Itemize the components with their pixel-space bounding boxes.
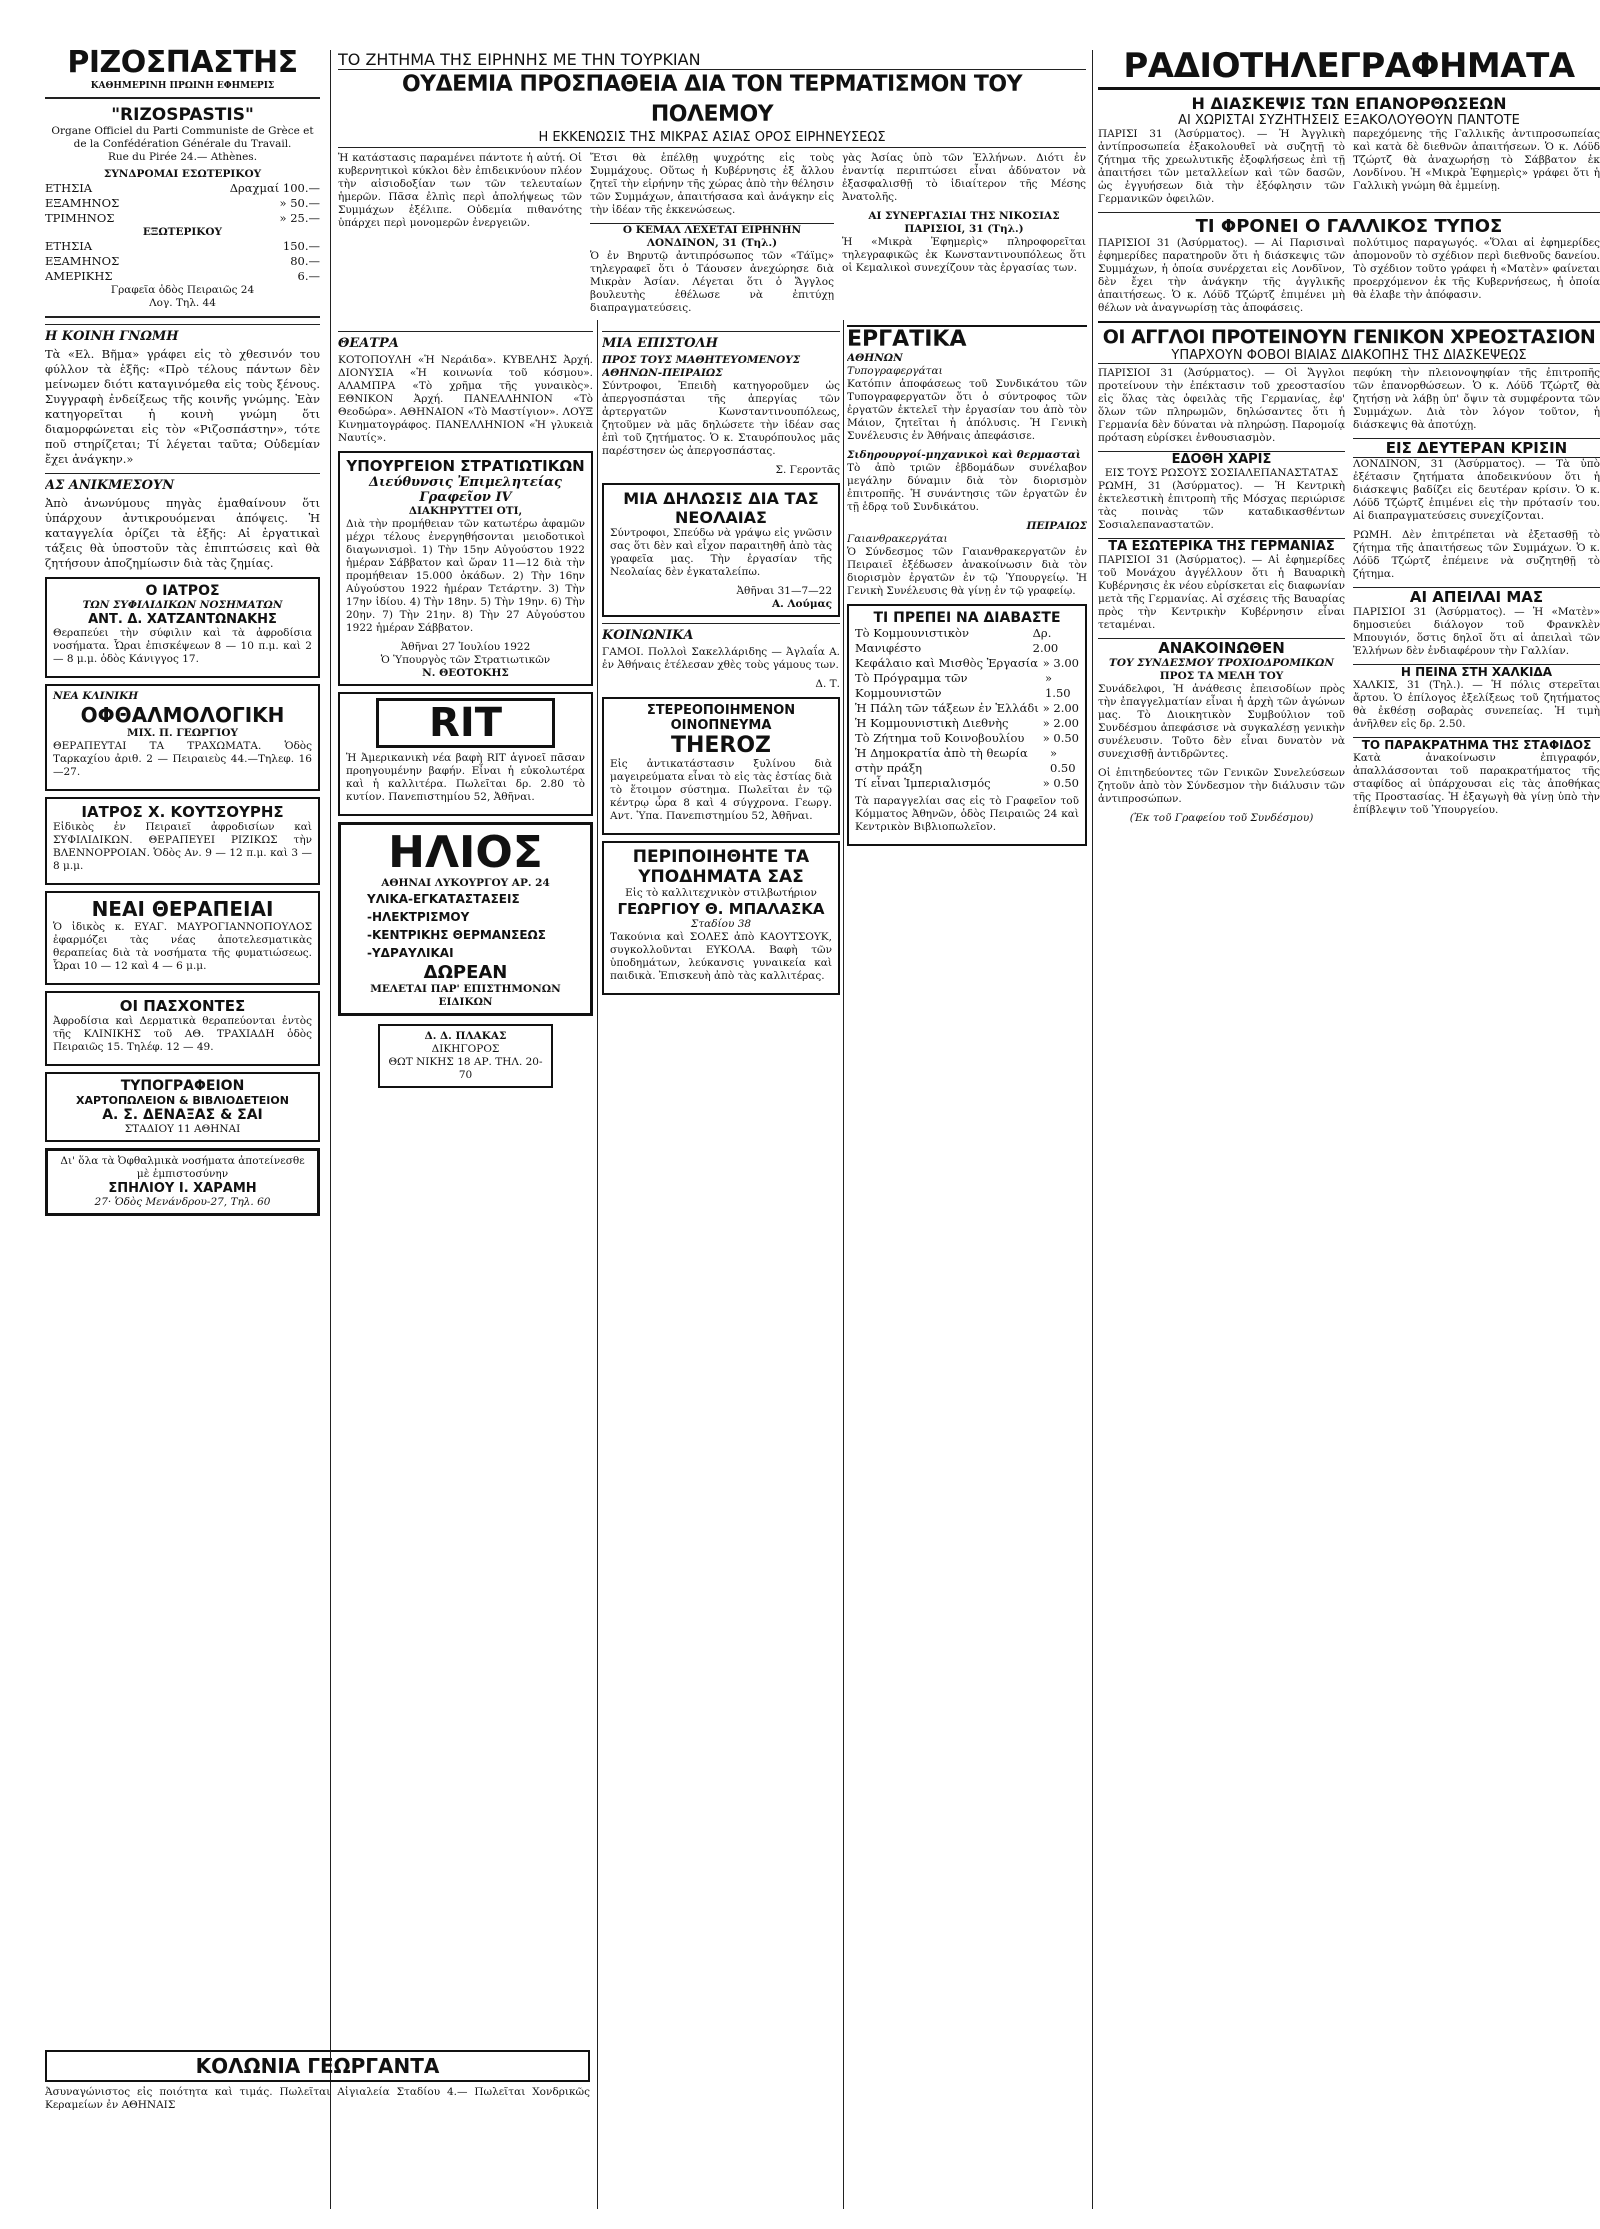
lead-kicker: ΤΟ ΖΗΤΗΜΑ ΤΗΣ ΕΙΡΗΝΗΣ ΜΕ ΤΗΝ ΤΟΥΡΚΙΑΝ xyxy=(338,50,1086,70)
ad-footer: ΜΕΛΕΤΑΙ ΠΑΡ' ΕΠΙΣΤΗΜΟΝΩΝ ΕΙΔΙΚΩΝ xyxy=(370,983,561,1008)
subhead: Σιδηρουργοί-μηχανικοὶ καὶ θερμασταὶ xyxy=(847,449,1081,461)
ad-therapies xyxy=(45,891,320,985)
subscription-row: ΕΞΑΜΗΝΟΣ » 50.— xyxy=(45,196,320,210)
subhead: Ο ΚΕΜΑΛ ΛΕΧΕΤΑΙ ΕΙΡΗΝΗΝ xyxy=(590,223,834,237)
ad-text: Ἀσυναγώνιστος εἰς ποιότητα καὶ τιμάς. Πωλεῖται Αἰγιαλεία Σταδίου 4.— Πωλεῖται Χονδρικῶς Κεραμείων ἐν ΑΘΗΝΑΙΣ xyxy=(45,2086,590,2111)
signature: Δ. Τ. xyxy=(815,678,840,690)
article-text: Τὸ ἀπὸ τριῶν ἐβδομάδων συνέλαβον μεγάλην δύναμιν διὰ τὸν διορισμὸν ἐπιτροπῆς. Ἡ συνάντησις τῶν ἐργατῶν ἐν τῇ ἑδρᾳ τοῦ Συνδικάτου. xyxy=(847,462,1087,513)
ad-name: ΜΙΧ. Π. ΓΕΩΡΓΙΟΥ xyxy=(127,727,238,739)
subscriptions-ext-title: ΕΞΩΤΕΡΙΚΟΥ xyxy=(142,226,223,238)
article-text: ΛΟΝΔΙΝΟΝ, 31 (Ἀσύρματος). — Τὰ ὑπὸ ἐξέτασιν ζητήματα ἀποδεικνύουν ὅτι ἡ διάσκεψις βαδίζει εἰς δευτέραν κρίσιν. Ὁ κ. Λόϋδ Τζώρτζ ἐπιμένει εἰς τὴν πρότασίν του. Αἱ διαπραγματεύσεις συνεχίζονται. xyxy=(1353,458,1600,522)
subheadline: ΥΠΑΡΧΟΥΝ ΦΟΒΟΙ ΒΙΑΙΑΣ ΔΙΑΚΟΠΗΣ ΤΗΣ ΔΙΑΣΚΕΨΕΩΣ xyxy=(1098,348,1600,364)
ad-heading: ΝΕΑ ΚΛΙΝΙΚΗ xyxy=(53,690,139,702)
article-text: ΠΑΡΙΣΙ 31 (Ἀσύρματος). — Ἡ Ἀγγλικὴ ἀντίπροσωπεία ἐξακολουθεῖ νὰ συζητῇ τὸ ζήτημα τῆς χρεωλυτικῆς ἐξοφλήσεως ἐπὶ τῇ ἀπαιτήσει τῶν μεταλλείων καὶ τῶν δασῶν, ὡς ἐγγυήσεων διὰ τὴν ἐξόφλησιν τῶν Γερμανικῶν ὀφειλῶν. xyxy=(1098,128,1345,205)
article-text: Ὁ ἐν Βηρυτῷ ἀντιπρόσωπος τῶν «Τάϊμς» τηλεγραφεῖ ὅτι ὁ Τάουσεν ἀνεχώρησε διὰ Μικρὰν Ἀσίαν. Λέγεται ὅτι ὁ Ἄγγλος βουλευτὴς ἐθέλωσε νὰ ἐπιτύχῃ διαπραγματεύσεις. xyxy=(590,250,834,314)
ad-text: Ἀφροδίσια καὶ Δερματικὰ θεραπεύονται ἐντὸς τῆς ΚΛΙΝΙΚΗΣ τοῦ ΑΘ. ΤΡΑΧΙΑΔΗ ὁδὸς Πειραιῶς 15. Τηλέφ. 12 — 49. xyxy=(53,1015,312,1053)
ad-heading: ΟΙ ΠΑΣΧΟΝΤΕΣ xyxy=(119,997,246,1015)
ministry-notice xyxy=(338,451,593,686)
box-footer: Τὰ παραγγελίαι σας εἰς τὸ Γραφεῖον τοῦ Κόμματος Ἀθηνῶν, ὁδὸς Πειραιῶς 24 καὶ Κεντρικὸν Βιβλιοπωλεῖον. xyxy=(855,795,1079,833)
ad-subheading: ΤΩΝ ΣΥΦΙΛΙΔΙΚΩΝ ΝΟΣΗΜΑΤΩΝ xyxy=(82,599,283,611)
youth-declaration xyxy=(602,483,840,617)
headline: ΕΔΟΘΗ ΧΑΡΙΣ xyxy=(1098,451,1345,467)
subhead: ΑΙ ΣΥΝΕΡΓΑΣΙΑΙ ΤΗΣ ΝΙΚΟΣΙΑΣ xyxy=(868,210,1060,222)
section-heading: ΜΙΑ ΕΠΙΣΤΟΛΗ xyxy=(602,331,840,351)
subscription-row: ΕΞΑΜΗΝΟΣ 80.— xyxy=(45,254,320,268)
ad-name: Δ. Δ. ΠΛΑΚΑΣ xyxy=(424,1030,507,1042)
banner-heading: ΡΑΔΙΟΤΗΛΕΓΡΑΦΗΜΑΤΑ xyxy=(1098,45,1600,90)
subheadline: ΠΡΟΣ ΤΑ ΜΕΛΗ ΤΟΥ xyxy=(1159,670,1284,682)
headline: ΤΟ ΠΑΡΑΚΡΑΤΗΜΑ ΤΗΣ ΣΤΑΦΙΔΟΣ xyxy=(1353,737,1600,752)
lead-subhead: Η ΕΚΚΕΝΩΣΙΣ ΤΗΣ ΜΙΚΡΑΣ ΑΣΙΑΣ ΟΡΟΣ ΕΙΡΗΝΕΥΣΕΩΣ xyxy=(338,130,1086,148)
subscription-row: ΕΤΗΣΙΑ Δραχμαί 100.— xyxy=(45,181,320,195)
article-text: Ἡ κατάστασις παραμένει πάντοτε ἡ αὐτή. Οἱ κυβερνητικοὶ κύκλοι δὲν ἐπιδεικνύουν πλέον τὴν αἰσιοδοξίαν των τῶν τελευταίων ἡμερῶν. Πᾶσα ἐλπὶς περὶ ἀπολήψεως τῶν Συμμάχων ἐξέλιπε. Οὐδεμία πιθανότης ὑπάρχει περὶ μονομερῶν ἐνεργειῶν. xyxy=(338,152,582,229)
ad-clinic xyxy=(45,684,320,791)
ad-text: Δι' ὅλα τὰ Ὀφθαλμικὰ νοσήματα ἀποτείνεσθε μὲ ἐμπιστοσύνην xyxy=(60,1155,305,1180)
signature: Σ. Γεροντᾶς xyxy=(775,464,840,476)
masthead-title: ΡΙΖΟΣΠΑΣΤΗΣ xyxy=(67,45,298,80)
masthead-latin: "RIZOSPASTIS" xyxy=(111,105,254,125)
article-text: Σύντροφοι, Ἐπειδὴ κατηγοροῦμεν ὡς ἀπεργοσπάσται τῆς ἀπεργίας τῶν ἀρτεργατῶν Κωνσταντινουπόλεως, ζητοῦμεν νὰ μᾶς δηλώσετε τὴν ἰδέαν σας ἐπὶ τοῦ ζητήματος. Ὁ κ. Σταυρόπουλος μᾶς παρέστησεν ὡς ἀπεργοσπάστας. xyxy=(602,380,840,457)
article-text: Κατόπιν ἀποφάσεως τοῦ Συνδικάτου τῶν Τυπογραφεργατῶν ὅτι ὁ σύντροφος τῶν ἐργατῶν ἐκτελεῖ τὴν ἐργασίαν του ἀπὸ τὸν Μάιον, ζητεῖται ἡ ἀπόλυσις. Ἡ Γενικὴ Συνέλευσις ἐν Ἀθήναις ἀπεφάσισε. xyxy=(847,378,1087,442)
headline: ΕΙΣ ΔΕΥΤΕΡΑΝ ΚΡΙΣΙΝ xyxy=(1353,438,1600,458)
reading-list xyxy=(847,604,1087,846)
ad-optical xyxy=(45,1148,320,1216)
ad-name: ΑΝΤ. Δ. ΧΑΤΖΑΝΤΩΝΑΚΗΣ xyxy=(88,612,277,627)
ad-name: ΓΕΩΡΓΙΟΥ Θ. ΜΠΑΛΑΣΚΑ xyxy=(617,900,825,918)
column-5 xyxy=(1098,45,1600,2209)
ad-doctor xyxy=(45,577,320,678)
box-heading: ΤΙ ΠΡΕΠΕΙ ΝΑ ΔΙΑΒΑΣΤΕ xyxy=(873,610,1061,626)
notice-signoff-title: Ὁ Ὑπουργὸς τῶν Στρατιωτικῶν xyxy=(380,654,551,666)
ad-line: -ΗΛΕΚΤΡΙΣΜΟΥ xyxy=(367,910,470,924)
ad-brand: ΗΛΙΟΣ xyxy=(388,827,543,878)
column-3 xyxy=(602,325,840,2209)
article-text: ΠΑΡΙΣΙΟΙ 31 (Ἀσύρματος). — Ἡ «Ματὲν» δημοσιεύει διάλογον τοῦ Φρανκλὲν Μπουγιόν, ὅστις δηλοῖ ὅτι αἱ ἀπειλαὶ τῶν Ἑλλήνων δὲν ἐνδιαφέρουν τὴν Γαλλίαν. xyxy=(1353,606,1600,657)
ad-heading: ΙΑΤΡΟΣ Χ. ΚΟΥΤΣΟΥΡΗΣ xyxy=(81,803,284,821)
ad-heading: ΝΕΑΙ ΘΕΡΑΠΕΙΑΙ xyxy=(91,897,274,921)
headline: ΑΙ ΑΠΕΙΛΑΙ ΜΑΣ xyxy=(1353,587,1600,606)
ad-text: Ὁ ἰδικὸς κ. ΕΥΑΓ. ΜΑΥΡΟΓΙΑΝΝΟΠΟΥΛΟΣ ἐφαρμόζει τὰς νέας ἀποτελεσματικὰς θεραπείας διὰ τὰ νοσήματα τῆς φυματιώσεως. Ὧραι 10 — 12 καὶ 4 — 6 μ.μ. xyxy=(53,921,312,972)
article-text: Ὁ Σύνδεσμος τῶν Γαιανθρακεργατῶν ἐν Πειραιεῖ ἐξέδωσεν ἀνακοίνωσιν διὰ τὸν διορισμὸν ἐργατῶν ἐν τῷ Ὑπουργείῳ. Ἡ Γενικὴ Συνέλευσις θὰ γίνῃ ἐν τῷ γραφείῳ. xyxy=(847,546,1087,597)
list-item: Κεφάλαιο καὶ Μισθὸς Ἐργασία » 3.00 xyxy=(855,656,1079,670)
headline: ΟΙ ΑΓΓΛΟΙ ΠΡΟΤΕΙΝΟΥΝ ΓΕΝΙΚΟΝ ΧΡΕΟΣΤΑΣΙΟΝ xyxy=(1098,321,1600,348)
ad-line: ΥΛΙΚΑ-ΕΓΚΑΤΑΣΤΑΣΕΙΣ xyxy=(367,892,520,906)
ad-koutsouris xyxy=(45,797,320,885)
box-text: Σύντροφοι, Σπεύδω νὰ γράψω εἰς γνῶσιν σας ὅτι δὲν καὶ εἶχον παραιτηθῆ ἀπὸ τὰς γραφεῖα μας. Τὴν ἐργασίαν τῆς Νεολαίας δὲν ἐγκαταλείπω. xyxy=(610,527,832,578)
ad-name: ΣΠΗΛΙΟΥ Ι. ΧΑΡΑΜΗ xyxy=(108,1181,257,1196)
article-text: Οἱ ἐπιτηδεύοντες τῶν Γενικῶν Συνελεύσεων ζητοῦν ἀπὸ τὸν Σύνδεσμον τὴν διάλυσιν τῶν ἀντιπροσώπων. xyxy=(1098,767,1345,805)
article-text: ΧΑΛΚΙΣ, 31 (Τηλ.). — Ἡ πόλις στερεῖται ἄρτου. Ὁ ἐπίλογος ἐξελίξεως τοῦ ζητήματος θὰ ἐκθέσῃ σοβαρὰς συνεπείας. Ἡ τιμὴ ἀνῆλθεν εἰς δρ. 2.50. xyxy=(1353,679,1600,730)
ad-text: Θεραπεύει τὴν σύφιλιν καὶ τὰ ἀφροδίσια νοσήματα. Ὧραι ἐπισκέψεων 8 — 10 π.μ. καὶ 2 — 8 μ.μ. ὁδὸς Κάνιγγος 17. xyxy=(53,627,312,665)
notice-signoff-name: Ν. ΘΕΟΤΟΚΗΣ xyxy=(422,667,509,679)
ad-line: -ΥΔΡΑΥΛΙΚΑΙ xyxy=(367,946,454,960)
column-rule xyxy=(597,320,598,2209)
subheadline: ΤΟΥ ΣΥΝΔΕΣΜΟΥ ΤΡΟΧΙΟΔΡΟΜΙΚΩΝ xyxy=(1109,657,1334,669)
section-heading: ΘΕΑΤΡΑ xyxy=(338,331,593,351)
notice-heading: ΥΠΟΥΡΓΕΙΟΝ ΣΤΡΑΤΙΩΤΙΚΩΝ xyxy=(346,457,585,475)
ad-address: ΣΤΑΔΙΟΥ 11 ΑΘΗΝΑΙ xyxy=(124,1123,241,1135)
article-text: Ἀπὸ ἀνωνύμους πηγὰς ἐμαθαίνουν ὅτι ὑπάρχουν ἀντικρουόμεναι ἀπόψεις. Ἡ καταγγελία ὁρίζει τὰ ἑξῆς: Αἱ ἐργατικαὶ τάξεις θὰ ὑποστοῦν τὰς ἐπιπτώσεις καὶ θὰ ζητήσουν ἀποζημίωσιν διὰ τὰς ζημίας. xyxy=(45,496,320,570)
list-item: Τὸ Κομμουνιστικὸν Μανιφέστο Δρ. 2.00 xyxy=(855,626,1059,655)
masthead-phone: Λογ. Τηλ. 44 xyxy=(149,297,216,309)
notice-announce: ΔΙΑΚΗΡΥΤΤΕΙ ΟΤΙ, xyxy=(408,505,523,517)
masthead-organ: Organe Officiel du Parti Communiste de Grèce et de la Confédération Générale du Travail. xyxy=(51,125,314,150)
list-item: Τὸ Πρόγραμμα τῶν Κομμουνιστῶν » 1.50 xyxy=(855,671,1071,700)
ad-lawyer xyxy=(378,1024,553,1088)
article-text: ΓΑΜΟΙ. Πολλοὶ Σακελλάριδης — Ἀγλαΐα Α. ἐν Ἀθήναις ἐτέλεσαν χθὲς τοὺς γάμους των. xyxy=(602,646,840,671)
subheadline: ΑΙ ΧΩΡΙΣΤΑΙ ΣΥΖΗΤΗΣΕΙΣ ΕΞΑΚΟΛΟΥΘΟΥΝ ΠΑΝΤΟΤΕ xyxy=(1178,113,1520,128)
article-text: Συνάδελφοι, Ἡ ἀνάθεσις ἐπεισοδίων πρὸς τὴν ἐπαγγελματίαν εἶναι ἡ ἀρχὴ τῶν ἀγώνων μας. Τὸ Διοικητικὸν Συμβούλιον τοῦ Συνδέσμου ἀπεφάσισε νὰ συγκαλέσῃ γενικὴν συνέλευσιν. Τοῦτο δὲν εἶναι δυνατὸν νὰ συνεχισθῇ ἀντιδρῶντες. xyxy=(1098,683,1345,760)
column-1 xyxy=(45,45,320,2209)
subhead: ΑΘΗΝΩΝ xyxy=(847,352,903,364)
ad-name: Α. Σ. ΔΕΝΑΞΑΣ & ΣΑΙ xyxy=(102,1107,263,1123)
column-rule xyxy=(1092,50,1093,2209)
ad-sufferers xyxy=(45,991,320,1066)
headline: Η ΔΙΑΣΚΕΨΙΣ ΤΩΝ ΕΠΑΝΟΡΘΩΣΕΩΝ xyxy=(1191,94,1507,113)
ad-line: -ΚΕΝΤΡΙΚΗΣ ΘΕΡΜΑΝΣΕΩΣ xyxy=(367,928,546,942)
lead-article xyxy=(338,50,1086,320)
section-heading: ΑΣ ΑΝΙΚΜΕΣΟΥΝ xyxy=(45,473,320,493)
ad-text: Εἰς ἀντικατάστασιν ξυλίνου διὰ μαγειρεύματα εἶναι τὸ εἰς τὰς ἐστίας διὰ τὸ ἕτοιμον σύστημα. Πωλεῖται ἐν τῷ κέντρῳ ὧρα 8 καὶ 4 σύγχρονα. Γεωργ. Αντ. Ὑπα. Πανεπιστημίου 52, Ἀθῆναι. xyxy=(610,758,832,822)
masthead-office: Γραφεῖα ὁδὸς Πειραιῶς 24 xyxy=(110,284,255,296)
ad-text: ΘΕΡΑΠΕΥΤΑΙ ΤΑ ΤΡΑΧΩΜΑΤΑ. Ὁδὸς Ταρκαχίου ἀριθ. 2 — Πειραιεὺς 44.—Τηλεφ. 16—27. xyxy=(53,740,312,778)
article-text: ΠΑΡΙΣΙΟΙ 31 (Ἀσύρματος). — Αἱ ἐφημερίδες τοῦ Μονάχου ἀγγέλλουν ὅτι ἡ Βαυαρικὴ Κυβέρνησις ἐκ νέου εὑρίσκεται εἰς διαφωνίαν μετὰ τῆς Γερμανίας. Αἱ σχέσεις τῆς Βαυαρίας πρὸς τὴν Κεντρικὴν Κυβέρνησιν εἶναι τεταμέναι. xyxy=(1098,554,1345,631)
ad-heading: ΚΟΛΩΝΙΑ ΓΕΩΡΓΑΝΤΑ xyxy=(45,2050,590,2082)
ad-shoes xyxy=(602,841,840,995)
ad-text: Εἰδικὸς ἐν Πειραιεῖ ἀφροδισίων καὶ ΣΥΦΙΛΙΔΙΚΩΝ. ΘΕΡΑΠΕΥΕΙ ΡΙΖΙΚΩΣ τὴν ΒΛΕΝΝΟΡΡΟΙΑΝ. Ὁδὸς Αν. 9 — 12 π.μ. καὶ 3 — 8 μ.μ. xyxy=(53,821,312,872)
masthead-address: Rue du Pirée 24.— Athènes. xyxy=(107,151,258,163)
ad-heading: ΣΤΕΡΕΟΠΟΙΗΜΕΝΟΝ ΟΙΝΟΠΝΕΥΜΑ xyxy=(646,703,796,733)
ad-role: ΔΙΚΗΓΟΡΟΣ xyxy=(431,1043,500,1055)
headline: ΑΝΑΚΟΙΝΩΘΕΝ xyxy=(1098,638,1345,657)
ad-address: Σταδίου 38 xyxy=(690,918,752,930)
article-text: Τὰ «Ελ. Βῆμα» γράφει εἰς τὸ χθεσινόν του φύλλον τὰ ἑξῆς: «Πρὸ τέλους πάντων δὲν μείνωμεν διότι καταγινόμεθα εἰς τοὺς ξένους. Συγγραφὴ ἐνδείξεως τῆς κοινῆς γνώμης. Ἐὰν κατηγορεῖται ἡ κοινὴ γνώμη ὅτι διαμορφώνεται εἰς τὸν «Ριζοσπάστην», τότε ποῦ στηρίζεται; Τί λέγεται ταῦτα; Οὐδεμίαν ἔχει ἀνάγκην.» xyxy=(45,347,320,466)
column-2 xyxy=(338,325,593,2209)
ad-free: ΔΩΡΕΑΝ xyxy=(423,962,508,983)
headline: ΤΙ ΦΡΟΝΕΙ Ο ΓΑΛΛΙΚΟΣ ΤΥΠΟΣ xyxy=(1098,212,1600,237)
ad-address: ΑΘΗΝΑΙ ΛΥΚΟΥΡΓΟΥ ΑΡ. 24 xyxy=(381,877,550,889)
section-heading: ΕΡΓΑΤΙΚΑ xyxy=(847,325,1087,352)
dateline: ΛΟΝΔΙΝΟΝ, 31 (Τηλ.) xyxy=(646,237,778,249)
subscription-row: ΤΡΙΜΗΝΟΣ » 25.— xyxy=(45,211,320,225)
ad-text: Τακούνια καὶ ΣΟΛΕΣ ἀπὸ ΚΑΟΥΤΣΟΥΚ, συγκολλοῦνται ΕΥΚΟΛΑ. Βαφὴ τῶν ὑποδημάτων, λεύκανσις γυναικεία καὶ παιδικὰ. Ἐπισκευὴ ἀπὸ τὰς καλλιτέρας. xyxy=(610,931,832,982)
ad-theroz xyxy=(602,697,840,835)
notice-date: Ἀθῆναι 27 Ἰουλίου 1922 xyxy=(400,641,531,653)
ad-heading: Ο ΙΑΤΡΟΣ xyxy=(145,583,220,599)
ad-address: ΘΩΤ ΝΙΚΗΣ 18 ΑΡ. ΤΗΛ. 20-70 xyxy=(388,1056,543,1081)
ad-title: ΟΦΘΑΛΜΟΛΟΓΙΚΗ xyxy=(80,703,285,727)
column-rule xyxy=(330,50,331,2209)
ad-rit xyxy=(338,692,593,816)
article-text: ΠΑΡΙΣΙΟΙ 31 (Ἀσύρματος). — Οἱ Ἄγγλοι προτείνουν τὴν ἐπέκτασιν τοῦ χρεοστασίου εἰς ὅλας τὰς ὀφειλὰς τῆς Γερμανίας, ἐφ' ὅλων τῶν πληρωμῶν, δηλώσαντες ὅτι ἡ Γερμανία δὲν δύναται νὰ πληρώσῃ. Παρομοίᾳ πρόταση εὑρίσκει ἐνθουσιασμὸν. xyxy=(1098,367,1345,444)
masthead xyxy=(45,45,320,318)
article-text: ΡΩΜΗ, 31 (Ἀσύρματος). — Ἡ Κεντρικὴ ἐκτελεστικὴ ἐπιτροπὴ τῆς Μόσχας περιώρισε τὰς ποινὰς τῶν καταδικασθέντων Σοσιαλεπαναστατῶν. xyxy=(1098,480,1345,531)
list-item: Ἡ Κομμουνιστικὴ Διεθνὴς » 2.00 xyxy=(855,716,1079,730)
column-rule xyxy=(843,320,844,2209)
subscription-row: ΕΤΗΣΙΑ 150.— xyxy=(45,239,320,253)
box-sign: Α. Λούμας xyxy=(771,598,832,610)
notice-dept: Διεύθυνσις Ἐπιμελητείας xyxy=(369,475,562,490)
subscription-row: ΑΜΕΡΙΚΗΣ 6.— xyxy=(45,269,320,283)
ad-title: ΧΑΡΤΟΠΩΛΕΙΟΝ & ΒΙΒΛΙΟΔΕΤΕΙΟΝ xyxy=(76,1094,289,1107)
column-4 xyxy=(847,325,1087,2209)
ad-brand: RIT xyxy=(376,698,555,748)
ad-heading: ΤΥΠΟΓΡΑΦΕΙΟΝ xyxy=(120,1078,245,1094)
article-text: πεφύκη τὴν πλειονοψηφίαν τῆς ἐπιτροπῆς τῶν ἐπανορθώσεων. Ὁ κ. Λόϋδ Τζώρτζ θὰ ζητήσῃ νὰ λάβῃ ὑπ' ὄψιν τὰ συμφέροντα τῶν Συμμάχων. Διὰ τὸν λόγον τοῦτον, ἡ διάσκεψις θὰ ἀποτύχῃ. xyxy=(1353,367,1600,431)
box-heading: ΜΙΑ ΔΗΛΩΣΙΣ ΔΙΑ ΤΑΣ ΝΕΟΛΑΙΑΣ xyxy=(623,489,819,527)
subhead: Τυπογραφεργάται xyxy=(847,365,943,377)
dateline: ΠΑΡΙΣΙΟΙ, 31 (Τηλ.) xyxy=(904,223,1024,235)
ad-address: 27· Ὁδὸς Μενάνδρου-27, Τηλ. 60 xyxy=(94,1196,271,1208)
box-date: Ἀθῆναι 31—7—22 xyxy=(736,585,832,597)
list-item: Ἡ Πάλη τῶν τάξεων ἐν Ἑλλάδι » 2.00 xyxy=(855,701,1079,715)
subheadline: ΕΙΣ ΤΟΥΣ ΡΩΣΟΥΣ ΣΟΣΙΑΛΕΠΑΝΑΣΤΑΤΑΣ xyxy=(1104,467,1339,479)
article-text: ΚΟΤΟΠΟΥΛΗ «Ἡ Νεράιδα». ΚΥΒΕΛΗΣ Ἀρχή. ΔΙΟΝΥΣΙΑ «Ἡ κοινωνία τοῦ κόσμου». ΑΛΑΜΠΡΑ «Τὸ χρῆμα τῆς γυναικὸς». ΕΘΝΙΚΟΝ Ἀρχή. ΠΑΝΕΛΛΗΝΙΟΝ «Τὸ Θεοδώρα». ΑΘΗΝΑΙΟΝ «Τὸ Μαστίγιον». ΛΟΥΞ Κινηματογράφος. ΠΑΝΕΛΛΗΝΙΟΝ «Ἡ γλυκειὰ Ναυτίς». xyxy=(338,354,593,444)
article-text: πολύτιμος παραγωγός. «Ὅλαι αἱ ἐφημερίδες ἀπομονοῦν τὸ σχέδιον περὶ διεθνοῦς δανείου. Τὸ σχέδιον τοῦτο γράφει ἡ «Ματὲν» φαίνεται προερχόμενον ἐκ τῆς Κυβερνήσεως, ἡ ὁποία θὰ ἐλαβε τὴν ἀπόφασιν. xyxy=(1353,237,1600,301)
ad-printshop xyxy=(45,1072,320,1142)
notice-office: Γραφεῖον IV xyxy=(419,490,512,505)
headline: ΤΑ ΕΣΩΤΕΡΙΚΑ ΤΗΣ ΓΕΡΜΑΝΙΑΣ xyxy=(1098,538,1345,554)
ad-helios xyxy=(338,822,593,1016)
article-text: Ἡ «Μικρὰ Ἐφημερὶς» πληροφορεῖται τηλεγραφικῶς ἐκ Κωνσταντινουπόλεως ὅτι οἱ Κεμαλικοὶ συνεχίζουν τὰς ἐργασίας των. xyxy=(842,236,1086,274)
section-heading: Η ΚΟΙΝΗ ΓΝΩΜΗ xyxy=(45,324,320,344)
notice-text: Διὰ τὴν προμήθειαν τῶν κατωτέρω ἀφαμῶν μέχρι τέλους ἐνεργηθήσονται μειοδοτικοὶ διαγωνισμοὶ. 1) Τὴν 15ην Αὐγούστου 1922 ἡμέραν Σάββατον καὶ ὥραν 11—12 διὰ τὴν προμήθειαν 15.000 ὀκάδων. 2) Τὴν 16ην Αὐγούστου 1922 ἡμέραν Τετάρτην. 3) Τὴν 17ην ἰδίου. 4) Τὴν 18ην. 5) Τὴν 19ην. 6) Τὴν 20ην. 7) Τὴν 21ην. 8) Τὴν 27 Αὐγούστου 1922 ἡμέραν Σάββατον. xyxy=(346,518,585,634)
signature: (Ἐκ τοῦ Γραφείου τοῦ Συνδέσμου) xyxy=(1129,812,1314,824)
subhead: ΠΕΙΡΑΙΩΣ xyxy=(1026,520,1087,532)
lead-headline: ΟΥΔΕΜΙΑ ΠΡΟΣΠΑΘΕΙΑ ΔΙΑ ΤΟΝ ΤΕΡΜΑΤΙΣΜΟΝ ΤΟΥ ΠΟΛΕΜΟΥ xyxy=(401,72,1023,127)
ad-text: Ἡ Ἀμερικανικὴ νέα βαφὴ RIT ἀγνοεῖ πᾶσαν προηγουμένην βαφήν. Εἶναι ἡ εὐκολωτέρα καὶ ἡ καλλιτέρα. Πωλεῖται δρ. 2.80 τὸ κυτίον. Πανεπιστημίου 52, Ἀθῆναι. xyxy=(346,752,585,803)
article-text: γὰς Ἀσίας ὑπὸ τῶν Ἑλλήνων. Διότι ἐν ἐναντίᾳ περιπτώσει εἶναι ἀδύνατον νὰ ἐξασφαλισθῇ τὸ ἰδιαίτερον τῆς Μέσης Ἀνατολῆς. xyxy=(842,152,1086,203)
article-text: ΠΑΡΙΣΙΟΙ 31 (Ἀσύρματος). — Αἱ Παρισιναὶ ἐφημερίδες παρατηροῦν ὅτι ἡ διάσκεψις τῶν Συμμάχων, ἡ ὁποία συνέρχεται εἰς Λονδῖνον, δὲν ἔχει τὴν ἀνάγκην τῆς ἀγγλικῆς ἀπαιτήσεως. Ὁ κ. Λόϋδ Τζώρτζ ἐπιμένει μὴ θέλων νὰ ἀναγνωρίσῃ τὰς ἀποφάσεις. xyxy=(1098,237,1345,314)
subhead: Γαιανθρακεργάται xyxy=(847,533,948,545)
subscriptions-title: ΣΥΝΔΡΟΜΑΙ ΕΣΩΤΕΡΙΚΟΥ xyxy=(103,168,262,180)
ad-brand: THEROZ xyxy=(670,733,772,758)
list-item: Τὸ Ζήτημα τοῦ Κοινοβουλίου » 0.50 xyxy=(855,731,1079,745)
article-text: Κατὰ ἀνακοίνωσιν ἐπιγραφόν, ἀπαλλάσσονται τοῦ παρακρατήματος τῆς σταφίδος αἱ ὑπάρχουσαι εἰς τὰς ἀποθήκας τῆς Προστασίας. Ἡ ἐξαγωγὴ θὰ γίνῃ ὑπὸ τὴν ἐπίβλεψιν τοῦ Ὑπουργείου. xyxy=(1353,752,1600,816)
article-text: Ἔτσι θὰ ἐπέλθῃ ψυχρότης εἰς τοὺς Συμμάχους. Οὕτως ἡ Κυβέρνησις ἐξ ἄλλου ζητεῖ τὴν εἰρήνην τῆς χώρας ἀπὸ τὴν θέλησιν τῶν Συμμάχων, ἀπαιτήσασα καὶ ἀνάγκην εἰς τὴν ἰδέαν τῆς ἐκκενώσεως. xyxy=(590,152,834,216)
ad-subheading: Εἰς τὸ καλλιτεχνικὸν στιλβωτήριον xyxy=(625,887,817,899)
masthead-subtitle: ΚΑΘΗΜΕΡΙΝΗ ΠΡΩΙΝΗ ΕΦΗΜΕΡΙΣ xyxy=(90,81,275,91)
list-item: Τί εἶναι Ἱμπεριαλισμός » 0.50 xyxy=(855,776,1079,790)
list-item: Ἡ Δημοκρατία ἀπὸ τὴ θεωρία στὴν πράξη » 0.50 xyxy=(855,746,1076,775)
ad-heading: ΠΕΡΙΠΟΙΗΘΗΤΕ ΤΑ ΥΠΟΔΗΜΑΤΑ ΣΑΣ xyxy=(632,847,810,887)
article-text: ΡΩΜΗ. Δὲν ἐπιτρέπεται νὰ ἐξετασθῇ τὸ ζήτημα τῆς ἀπαιτήσεως τῶν Συμμάχων. Ὁ κ. Λόϋδ Τζώρτζ ἐπέμεινε νὰ συζητηθῇ τὸ ζήτημα. xyxy=(1353,529,1600,580)
article-text: παρεχόμενης τῆς Γαλλικῆς ἀντιπροσωπείας καὶ κατὰ δὲ διεθνῶν ἀπαιτήσεων. Ὁ κ. Λόϋδ Τζώρτζ θὰ ἀναχωρήσῃ τὸ Σάββατον ἐκ Λονδίνου. Ἡ «Μικρὰ Ἐφημερὶς» γράφει ὅτι ἡ Γαλλικὴ γνώμη θὰ ἐμμείνῃ. xyxy=(1353,128,1600,192)
section-heading: ΚΟΙΝΩΝΙΚΑ xyxy=(602,623,840,643)
headline: Η ΠΕΙΝΑ ΣΤΗ ΧΑΛΚΙΔΑ xyxy=(1353,664,1600,679)
subhead: ΠΡΟΣ ΤΟΥΣ ΜΑΘΗΤΕΥΟΜΕΝΟΥΣ ΑΘΗΝΩΝ-ΠΕΙΡΑΙΩΣ xyxy=(602,354,801,379)
